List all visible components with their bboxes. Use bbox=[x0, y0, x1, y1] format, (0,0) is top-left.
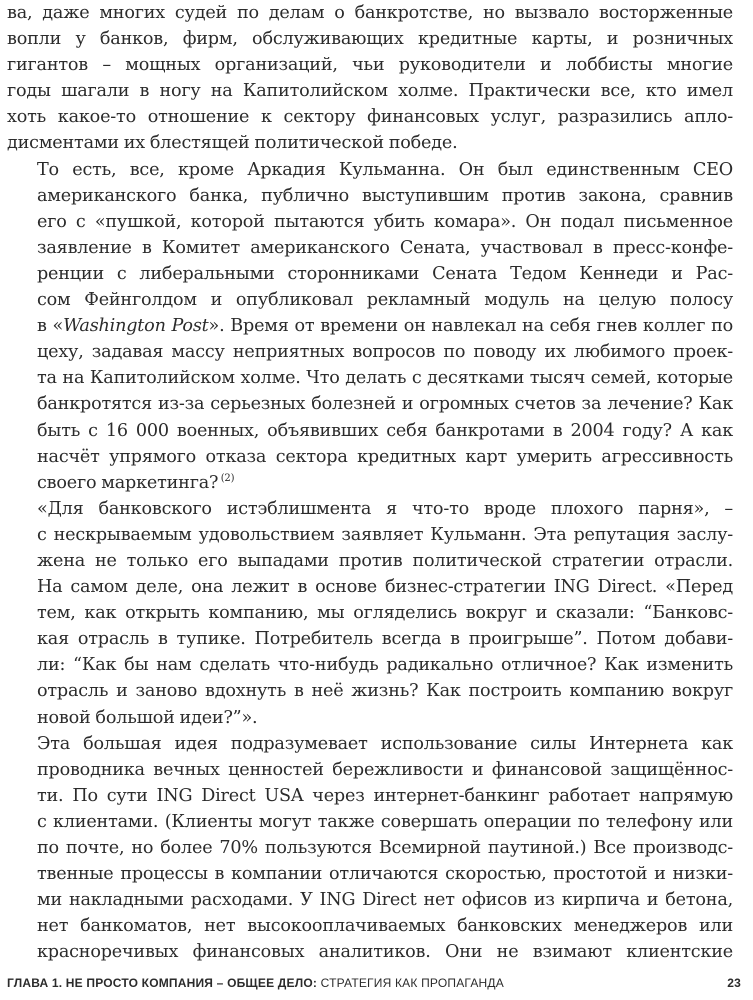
text-line: его с «пушкой, которой пытаются убить комара». Он подал письменное bbox=[37, 211, 733, 232]
text-line: «Для банковского истэблишмента я что-то вроде плохого парня», – bbox=[37, 498, 733, 519]
text-line: нет банкоматов, нет высокооплачиваемых банковских менеджеров или bbox=[37, 916, 733, 937]
text-line: красноречивых финансовых аналитиков. Они не взимают клиентские bbox=[37, 942, 733, 963]
text-line: проводника вечных ценностей бережливости и финансовой защищённос- bbox=[37, 759, 733, 780]
text-line: ми накладными расходами. У ING Direct нет офисов из кирпича и бетона, bbox=[37, 890, 733, 911]
text-line: американского банка, публично выступившим против закона, сравнив bbox=[37, 185, 733, 206]
paragraph bbox=[7, 496, 733, 731]
text-line: жена не только его выпадами против политической стратегии отрасли. bbox=[37, 550, 733, 571]
text-line: ренции с либеральными сторонниками Сената Тедом Кеннеди и Рас- bbox=[37, 263, 733, 284]
text-line: Эта большая идея подразумевает использование силы Интернета как bbox=[37, 733, 733, 754]
body-text bbox=[7, 0, 733, 965]
footer-chapter-title: ГЛАВА 1. НЕ ПРОСТО КОМПАНИЯ – ОБЩЕЕ ДЕЛО: bbox=[7, 976, 318, 990]
page-number: 23 bbox=[727, 976, 741, 990]
text-line: быть с 16 000 военных, объявивших себя банкротами в 2004 году? А как bbox=[37, 420, 733, 441]
text-line: с нескрываемым удовольствием заявляет Кульманн. Эта репутация заслу- bbox=[37, 524, 733, 545]
text-line: твенные процессы в компании отличаются скоростью, простотой и низки- bbox=[37, 864, 733, 885]
text-line: ти. По сути ING Direct USA через интернет-банкинг работает напрямую bbox=[37, 785, 733, 806]
running-footer bbox=[7, 976, 747, 996]
paragraph bbox=[7, 157, 733, 496]
text-line: вопли у банков, фирм, обслуживающих кредитные карты, и розничных bbox=[7, 29, 733, 50]
text-line: То есть, все, кроме Аркадия Кульманна. Он был единственным CEO bbox=[37, 159, 733, 180]
italic-term: Washington Post bbox=[63, 316, 209, 337]
text-line: насчёт упрямого отказа сектора кредитных карт умерить агрессивность bbox=[37, 446, 733, 467]
text-line: тем, как открыть компанию, мы огляделись вокруг и сказали: “Банковс- bbox=[37, 603, 733, 624]
paragraph bbox=[7, 731, 733, 966]
text-line: ли: “Как бы нам сделать что-нибудь радикально отличное? Как изменить bbox=[37, 655, 733, 676]
text-line: ва, даже многих судей по делам о банкротстве, но вызвало восторженные bbox=[7, 3, 733, 23]
footer-chapter-subtitle: СТРАТЕГИЯ КАК ПРОПАГАНДА bbox=[317, 976, 504, 990]
text-line: с клиентами. (Клиенты могут также совершать операции по телефону или bbox=[37, 811, 733, 832]
text-line: хоть какое-то отношение к сектору финансовых услуг, разразились апло- bbox=[7, 107, 733, 128]
text-line: сом Фейнголдом и опубликовал рекламный модуль на целую полосу bbox=[37, 290, 733, 311]
text-line: кая отрасль в тупике. Потребитель всегда в проигрыше”. Потом добави- bbox=[37, 629, 733, 650]
text-line: заявление в Комитет американского Сената, участвовал в пресс-конфе- bbox=[37, 237, 733, 258]
text-line: та на Капитолийском холме. Что делать с десятками тысяч семей, которые bbox=[37, 368, 733, 389]
footnote-ref: (2) bbox=[218, 472, 235, 484]
text-line: годы шагали в ногу на Капитолийском холме. Практически все, кто имел bbox=[7, 81, 733, 102]
text-line: в «Washington Post». Время от времени он навлекал на себя гнев коллег по bbox=[37, 316, 733, 337]
text-line: банкротятся из-за серьезных болезней и огромных счетов за лечение? Как bbox=[37, 394, 733, 415]
text-line: новой большой идеи?”». bbox=[37, 707, 258, 728]
text-line: цеху, задавая массу неприятных вопросов по поводу их любимого проек- bbox=[37, 342, 733, 363]
text-line: отрасль и заново вдохнуть в неё жизнь? Как построить компанию вокруг bbox=[37, 681, 733, 702]
text-line: дисментами их блестящей политической победе. bbox=[7, 133, 458, 154]
text-line: своего маркетинга? $^{(2)}$ bbox=[37, 472, 235, 493]
paragraph bbox=[7, 0, 733, 157]
text-line: гигантов – мощных организаций, чьи руководители и лоббисты многие bbox=[7, 55, 733, 76]
text-line: На самом деле, она лежит в основе бизнес-стратегии ING Direct. «Перед bbox=[37, 577, 733, 598]
text-line: по почте, но более 70% пользуются Всемирной паутиной.) Все производс- bbox=[37, 838, 733, 858]
